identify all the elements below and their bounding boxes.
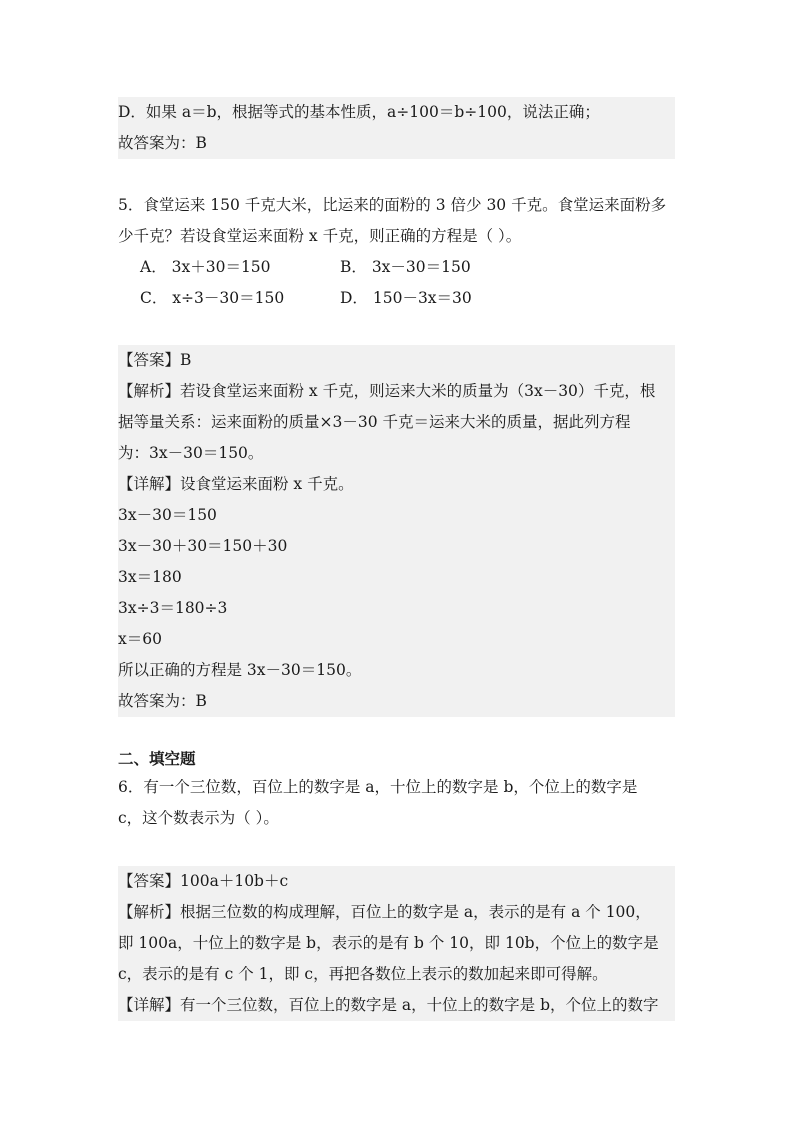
answer-label: 【答案】B xyxy=(118,345,675,376)
analysis-line: 即 100a，十位上的数字是 b，表示的是有 b 个 10，即 10b，个位上的数字是 xyxy=(118,928,675,959)
analysis-line: 据等量关系：运来面粉的质量×3－30 千克＝运来大米的质量，据此列方程 xyxy=(118,407,675,438)
question-6-stem-line: 6．有一个三位数，百位上的数字是 a，十位上的数字是 b，个位上的数字是 xyxy=(118,778,638,796)
analysis-line: 为：3x－30＝150。 xyxy=(118,438,675,469)
equation-step: 3x－30＋30＝150＋30 xyxy=(118,531,675,562)
final-answer-line: 故答案为：B xyxy=(118,686,675,717)
option-d: D． 150－3x＝30 xyxy=(340,289,472,307)
analysis-line: 【解析】根据三位数的构成理解，百位上的数字是 a，表示的是有 a 个 100， xyxy=(118,897,675,928)
question-5-stem-line: 5．食堂运来 150 千克大米，比运来的面粉的 3 倍少 30 千克。食堂运来面粉多 xyxy=(118,196,667,214)
option-b: B． 3x－30＝150 xyxy=(340,258,471,276)
option-c: C． x÷3－30＝150 xyxy=(140,289,285,307)
answer-text-line: D．如果 a＝b，根据等式的基本性质，a÷100＝b÷100，说法正确； xyxy=(118,97,675,128)
analysis-line: 【解析】若设食堂运来面粉 x 千克，则运来大米的质量为（3x－30）千克，根 xyxy=(118,376,675,407)
question-6-stem-line: c，这个数表示为（ ）。 xyxy=(118,809,279,827)
analysis-line: c，表示的是有 c 个 1，即 c，再把各数位上表示的数加起来即可得解。 xyxy=(118,959,675,990)
section-heading: 二、填空题 xyxy=(118,750,196,768)
detail-line: 【详解】有一个三位数，百位上的数字是 a，十位上的数字是 b，个位上的数字 xyxy=(118,990,675,1021)
equation-step: 3x－30＝150 xyxy=(118,500,675,531)
equation-step: 3x＝180 xyxy=(118,562,675,593)
question-5-stem-line: 少千克？若设食堂运来面粉 x 千克，则正确的方程是（ ）。 xyxy=(118,227,522,245)
answer-text-line: 故答案为：B xyxy=(118,128,675,159)
equation-step: 3x÷3＝180÷3 xyxy=(118,593,675,624)
conclusion-line: 所以正确的方程是 3x－30＝150。 xyxy=(118,655,675,686)
answer-label: 【答案】100a＋10b＋c xyxy=(118,866,675,897)
detail-line: 【详解】设食堂运来面粉 x 千克。 xyxy=(118,469,675,500)
equation-step: x＝60 xyxy=(118,624,675,655)
option-a: A． 3x＋30＝150 xyxy=(140,258,271,276)
